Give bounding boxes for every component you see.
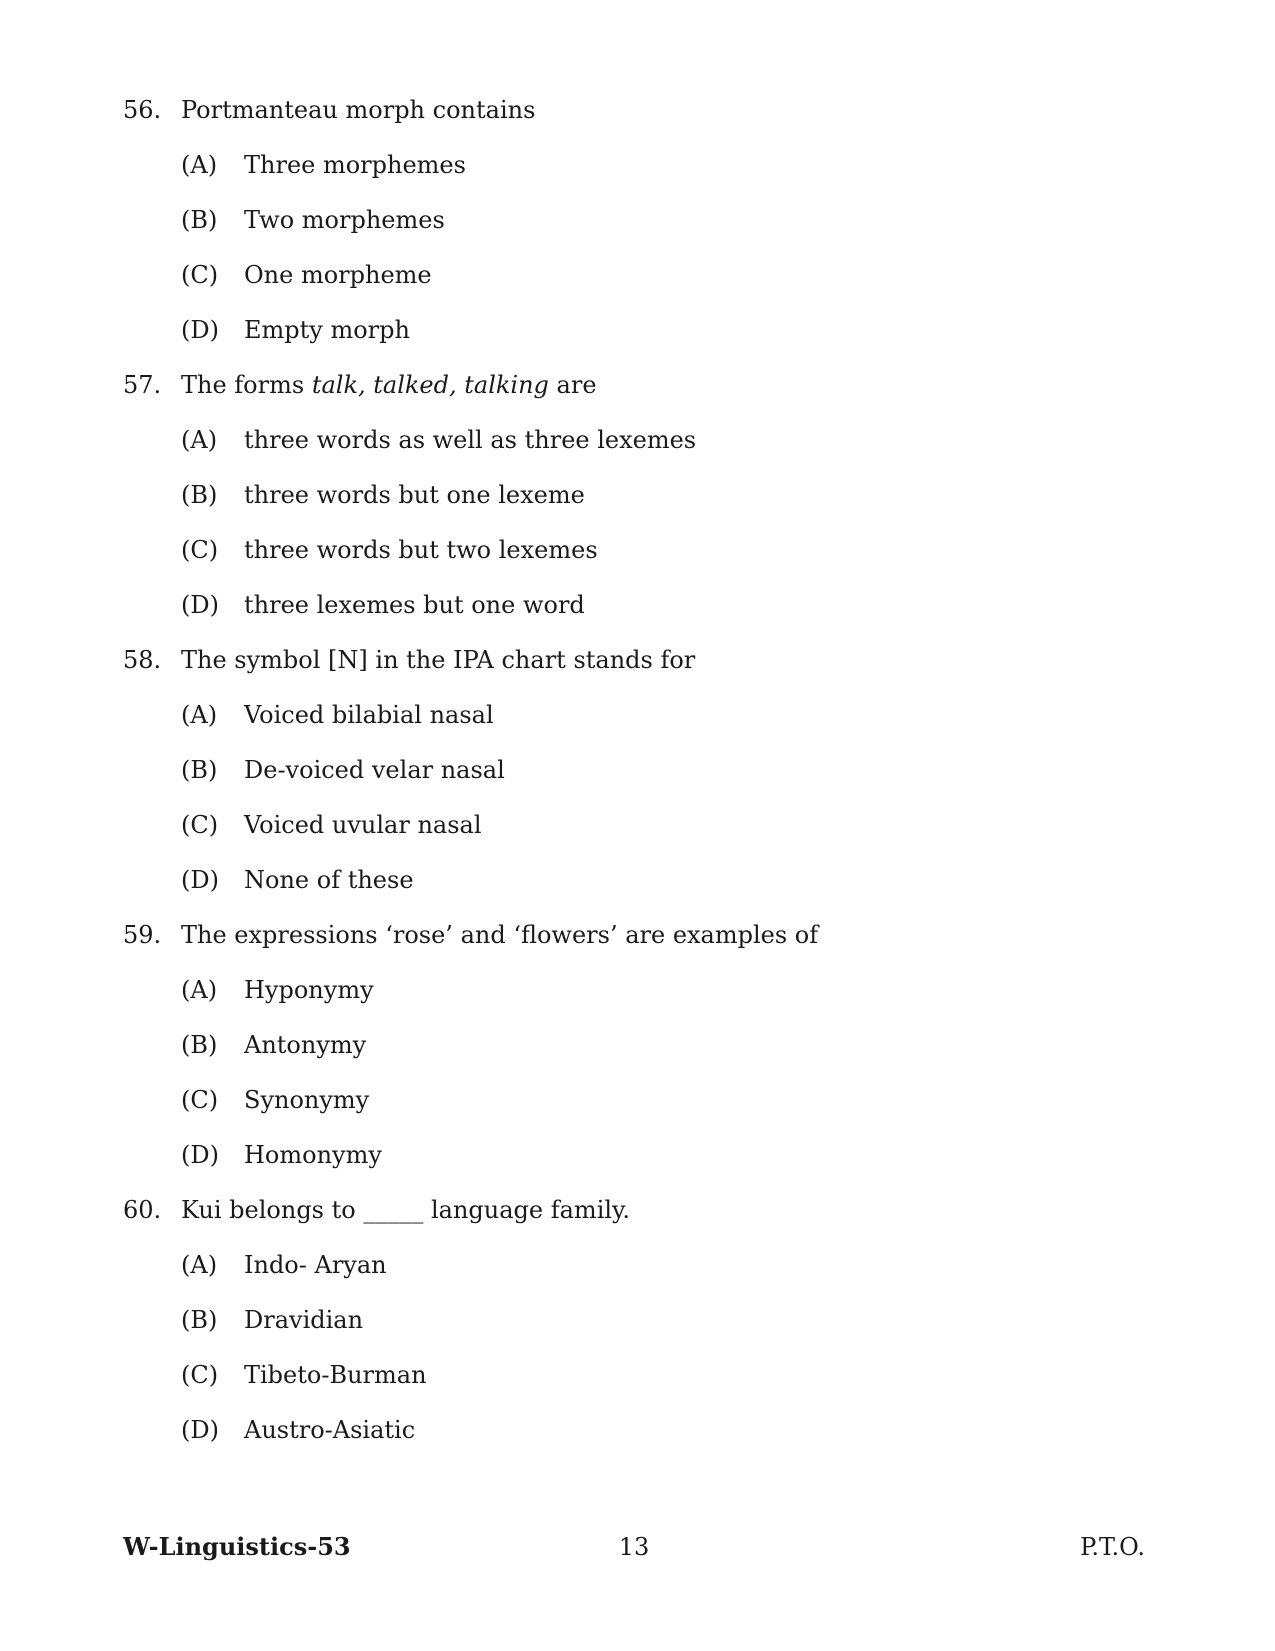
question-57 [123, 370, 1163, 645]
question-text [181, 370, 597, 400]
option-text: Voiced uvular nasal [244, 811, 482, 839]
question-number: 58. [123, 646, 162, 674]
option-label: (B) [181, 481, 218, 509]
option-label: (D) [181, 591, 219, 619]
option-d [123, 1415, 1163, 1470]
paper-code: W-Linguistics-53 [123, 1532, 351, 1561]
option-text: De-voiced velar nasal [244, 756, 505, 784]
option-a [123, 975, 1163, 1030]
option-label: (A) [181, 701, 218, 729]
option-label: (B) [181, 1306, 218, 1334]
please-turn-over: P.T.O. [1080, 1533, 1145, 1561]
option-c [123, 810, 1163, 865]
option-text: Antonymy [244, 1031, 367, 1059]
stem-text: The symbol [N] in the IPA chart stands for [181, 646, 696, 674]
option-text: Austro-Asiatic [244, 1416, 416, 1444]
question-56 [123, 95, 1163, 370]
option-b [123, 205, 1163, 260]
question-text [181, 920, 818, 950]
option-text: three words as well as three lexemes [244, 426, 697, 454]
question-60 [123, 1195, 1163, 1470]
option-text: Voiced bilabial nasal [244, 701, 494, 729]
option-text: None of these [244, 866, 414, 894]
question-59 [123, 920, 1163, 1195]
option-text: Synonymy [244, 1086, 370, 1114]
page-footer [123, 1532, 1145, 1566]
option-d [123, 315, 1163, 370]
option-label: (C) [181, 536, 219, 564]
option-d [123, 865, 1163, 920]
stem-text: Portmanteau morph contains [181, 96, 536, 124]
option-a [123, 700, 1163, 755]
option-d [123, 1140, 1163, 1195]
option-a [123, 425, 1163, 480]
question-text [181, 95, 535, 125]
question-number: 59. [123, 921, 162, 949]
option-label: (A) [181, 151, 218, 179]
stem-italic-text: talk, talked, talking [311, 371, 549, 399]
question-stem [123, 95, 1163, 150]
option-label: (A) [181, 1251, 218, 1279]
option-c [123, 1085, 1163, 1140]
option-label: (C) [181, 1361, 219, 1389]
option-label: (D) [181, 1141, 219, 1169]
option-label: (C) [181, 811, 219, 839]
stem-text: The forms [181, 371, 312, 399]
option-text: Homonymy [244, 1141, 382, 1169]
question-number: 60. [123, 1196, 162, 1224]
question-stem [123, 1195, 1163, 1250]
option-text: Dravidian [244, 1306, 364, 1334]
option-label: (B) [181, 1031, 218, 1059]
option-label: (D) [181, 866, 219, 894]
option-c [123, 535, 1163, 590]
question-list [123, 95, 1163, 1470]
option-text: Three morphemes [244, 151, 466, 179]
option-text: three lexemes but one word [244, 591, 585, 619]
option-b [123, 1030, 1163, 1085]
question-stem [123, 370, 1163, 425]
page-number: 13 [618, 1533, 650, 1561]
option-b [123, 1305, 1163, 1360]
option-label: (A) [181, 426, 218, 454]
option-a [123, 1250, 1163, 1305]
stem-text-after: are [548, 371, 597, 399]
option-text: Empty morph [244, 316, 410, 344]
question-number: 57. [123, 371, 162, 399]
option-text: Indo- Aryan [244, 1251, 387, 1279]
option-c [123, 1360, 1163, 1415]
option-label: (D) [181, 1416, 219, 1444]
option-b [123, 480, 1163, 535]
question-number: 56. [123, 96, 162, 124]
stem-text: Kui belongs to _____ language family. [181, 1196, 631, 1224]
option-text: One morpheme [244, 261, 432, 289]
option-label: (B) [181, 756, 218, 784]
question-text [181, 1195, 630, 1225]
option-label: (C) [181, 261, 219, 289]
question-text [181, 645, 695, 675]
option-label: (B) [181, 206, 218, 234]
question-58 [123, 645, 1163, 920]
stem-text: The expressions ‘rose’ and ‘flowers’ are examples of [181, 921, 819, 949]
option-c [123, 260, 1163, 315]
option-text: three words but two lexemes [244, 536, 598, 564]
option-label: (C) [181, 1086, 219, 1114]
option-text: Hyponymy [244, 976, 374, 1004]
question-stem [123, 920, 1163, 975]
option-b [123, 755, 1163, 810]
option-label: (D) [181, 316, 219, 344]
option-d [123, 590, 1163, 645]
option-text: three words but one lexeme [244, 481, 585, 509]
question-stem [123, 645, 1163, 700]
option-text: Tibeto-Burman [244, 1361, 427, 1389]
option-text: Two morphemes [244, 206, 445, 234]
option-label: (A) [181, 976, 218, 1004]
option-a [123, 150, 1163, 205]
